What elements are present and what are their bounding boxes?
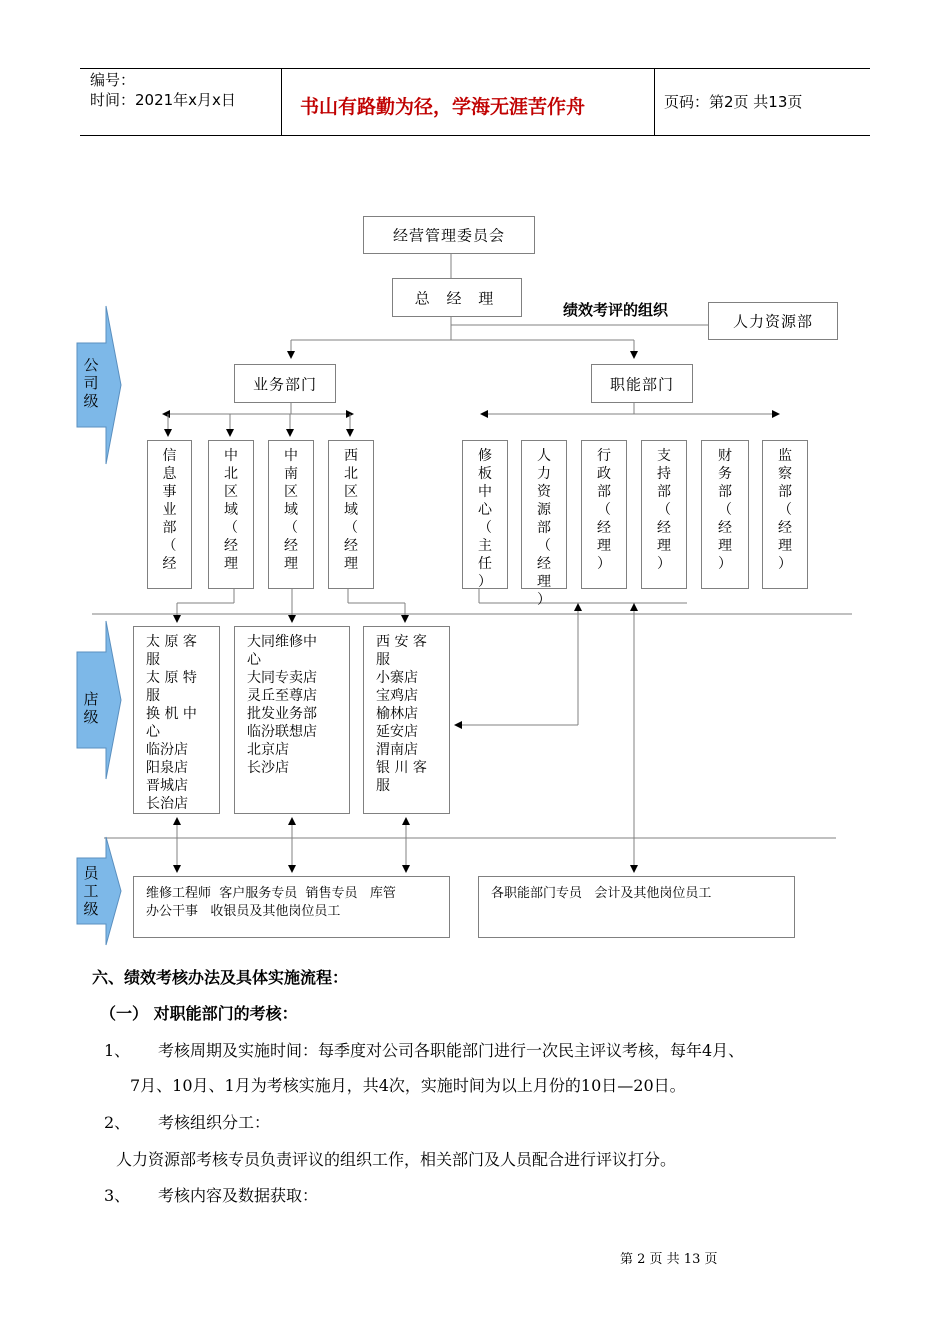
item-2-detail: 人力资源部考核专员负责评议的组织工作，相关部门及人员配合进行评议打分。 [116,1150,677,1169]
level-label-company: 公 司 级 [83,356,99,410]
item-1-line-1: 考核周期及实施时间：每季度对公司各职能部门进行一次民主评议考核，每年4月、 [158,1041,745,1060]
business-dept-box: 业务部门 [234,364,336,403]
item-3-number: 3、 [104,1186,131,1205]
page-footer: 第 2 页 共 13 页 [620,1252,718,1267]
store-group-xian: 西 安 客 服 小寨店 宝鸡店 榆林店 延安店 渭南店 银 川 客 服 [363,626,450,814]
functional-unit-hr: 人 力 资 源 部 （ 经 理 ） [521,440,567,589]
chart-title: 绩效考评的组织 [563,301,669,319]
item-3-text: 考核内容及数据获取： [158,1186,319,1205]
store-group-taiyuan: 太 原 客 服 太 原 特 服 换 机 中 心 临汾店 阳泉店 晋城店 长治店 [133,626,220,814]
functional-unit-support: 支 持 部 （ 经 理 ） [641,440,687,589]
functional-unit-audit: 监 察 部 （ 经 理 ） [762,440,808,589]
store-group-datong: 大同维修中 心 大同专卖店 灵丘至尊店 批发业务部 临汾联想店 北京店 长沙店 [234,626,350,814]
functional-unit-repair-center: 修 板 中 心 （ 主 任 ） [462,440,508,589]
general-manager-box: 总 经 理 [392,278,522,317]
header-page-info: 页码：第2页 共13页 [664,93,803,111]
document-number: 编号： [90,71,136,89]
subsection-title: （一） 对职能部门的考核： [100,1004,298,1023]
staff-box-functional: 各职能部门专员 会计及其他岗位员工 [478,876,795,938]
document-time: 时间：2021年x月x日 [90,91,236,109]
level-label-store: 店 级 [83,690,99,726]
functional-unit-finance: 财 务 部 （ 经 理 ） [701,440,749,589]
level-label-staff: 员 工 级 [83,864,99,918]
functional-dept-box: 职能部门 [591,364,693,403]
item-2-number: 2、 [104,1113,131,1132]
business-unit-central-south: 中 南 区 域 （ 经 理 [268,440,314,589]
functional-unit-admin: 行 政 部 （ 经 理 ） [581,440,627,589]
item-2-text: 考核组织分工： [158,1113,271,1132]
committee-box: 经营管理委员会 [363,216,535,254]
item-1-line-2: 7月、10月、1月为考核实施月，共4次，实施时间为以上月份的10日—20日。 [130,1076,686,1095]
business-unit-info: 信 息 事 业 部 （ 经 [147,440,192,589]
staff-box-business: 维修工程师 客户服务专员 销售专员 库管 办公干事 收银员及其他岗位员工 [133,876,450,938]
hr-dept-box: 人力资源部 [708,302,838,340]
business-unit-northwest: 西 北 区 域 （ 经 理 [328,440,374,589]
business-unit-central-north: 中 北 区 域 （ 经 理 [208,440,254,589]
section-title: 六、绩效考核办法及具体实施流程： [92,968,349,987]
item-1-number: 1、 [104,1041,131,1060]
header-motto: 书山有路勤为径，学海无涯苦作舟 [300,96,586,118]
